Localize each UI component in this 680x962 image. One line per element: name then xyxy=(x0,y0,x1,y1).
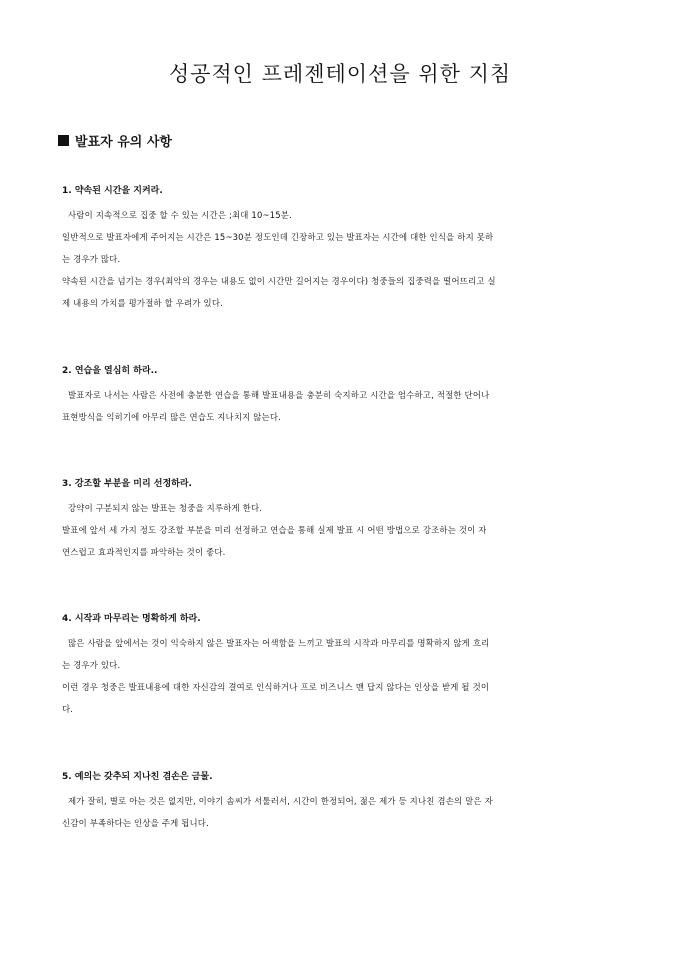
guideline-text-line: 제가 잘히, 별로 아는 것은 없지만, 이야기 솜씨가 서툴러서, 시간이 한정되어, 젊은 제가 등 지나친 겸손의 말은 자 xyxy=(68,796,493,806)
guideline-text-line: 많은 사람을 앞에서는 것이 익숙하지 않은 발표자는 어색함을 느끼고 발표의 시작과 마무리를 명확하지 않게 흐리 xyxy=(68,638,490,648)
guideline-text-line: 는 경우가 있다. xyxy=(62,660,121,670)
guideline-text-line: 표현방식을 익히기에 아무리 많은 연습도 지나치지 않는다. xyxy=(62,412,281,422)
guideline-title: 5. 예의는 갖추되 지나친 겸손은 금물. xyxy=(62,772,213,782)
guideline-text-line: 사람이 지속적으로 집중 할 수 있는 시간은 ;최대 10~15분. xyxy=(68,210,292,220)
guideline-text-line: 다. xyxy=(62,704,74,714)
document-title: 성공적인 프레젠테이션을 위한 지침 xyxy=(168,62,512,86)
guideline-item-2 xyxy=(62,365,628,428)
guideline-text-line: 연스럽고 효과적인지를 파악하는 것이 좋다. xyxy=(62,547,226,557)
guideline-text-line: 일반적으로 발표자에게 주어지는 시간은 15~30분 정도인데 긴장하고 있는 발표자는 시간에 대한 인식을 하지 못하 xyxy=(62,232,494,242)
guideline-item-4 xyxy=(62,613,628,720)
guideline-title: 2. 연습을 열심히 하라.. xyxy=(62,366,158,376)
guideline-text-line: 강약이 구분되지 않는 발표는 청중을 지루하게 한다. xyxy=(68,503,263,513)
guideline-text-line: 제 내용의 가치를 평가절하 할 우려가 있다. xyxy=(62,298,223,308)
guideline-title: 3. 강조할 부분을 미리 선정하라. xyxy=(62,479,192,489)
guideline-text-line: 발표에 앞서 세 가지 정도 강조할 부분을 미리 선정하고 연습을 통해 실제 발표 시 어떤 방법으로 강조하는 것이 자 xyxy=(62,525,487,535)
guideline-title: 1. 약속된 시간을 지켜라. xyxy=(62,186,163,196)
guideline-text-line: 발표자로 나서는 사람은 사전에 충분한 연습을 통해 발표내용을 충분히 숙지하고 시간을 엄수하고, 적절한 단어나 xyxy=(68,390,490,400)
section-heading-label: 발표자 유의 사항 xyxy=(75,135,172,150)
guideline-text-line: 신감이 부족하다는 인상을 주게 됩니다. xyxy=(62,818,209,828)
guideline-item-5 xyxy=(62,771,628,834)
guideline-text-line: 약속된 시간을 넘기는 경우(최악의 경우는 내용도 없이 시간만 길어지는 경우이다) 청중들의 집중력을 떨어뜨리고 실 xyxy=(62,276,496,286)
section-heading xyxy=(58,131,172,150)
guideline-item-3 xyxy=(62,478,628,563)
guideline-text-line: 이런 경우 청중은 발표내용에 대한 자신감의 결여로 인식하거나 프로 비즈니스 맨 답지 않다는 인상을 받게 될 것이 xyxy=(62,682,490,692)
guideline-item-1 xyxy=(62,185,628,314)
black-square-icon xyxy=(58,135,69,146)
guideline-title: 4. 시작과 마무리는 명확하게 하라. xyxy=(62,614,201,624)
guideline-text-line: 는 경우가 많다. xyxy=(62,254,121,264)
